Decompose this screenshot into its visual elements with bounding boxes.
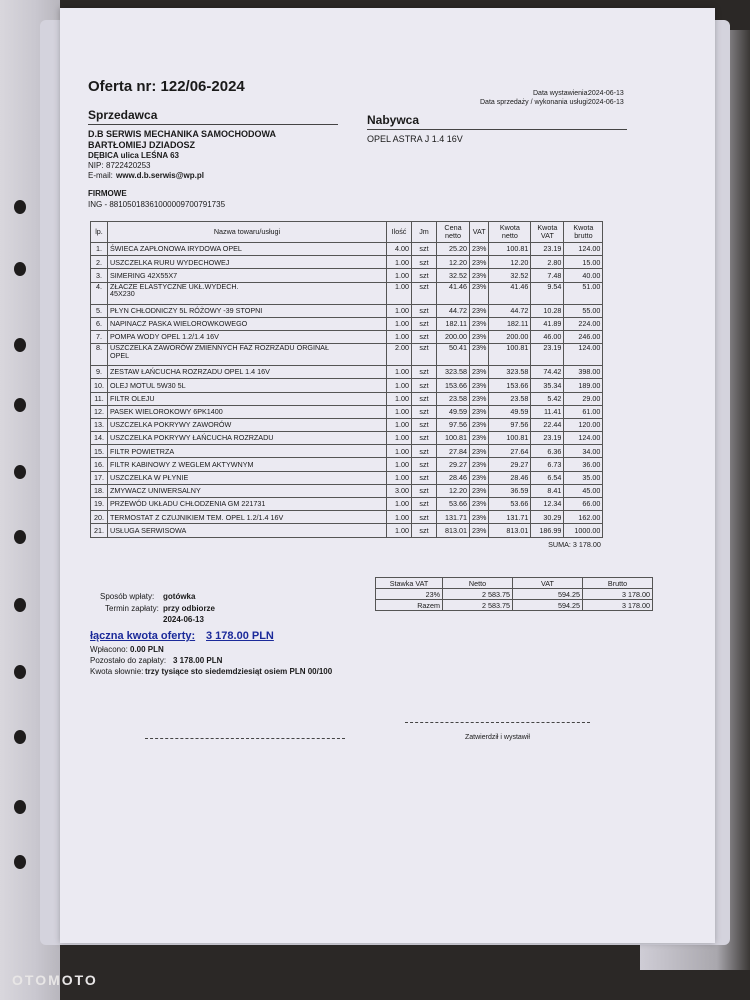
col-unit: Jm xyxy=(412,222,437,243)
row-vat-amount: 9.54 xyxy=(531,282,564,304)
row-lp: 16. xyxy=(91,458,108,471)
vat-col-rate: Stawka VAT xyxy=(376,578,443,589)
row-vat-amount: 6.36 xyxy=(531,445,564,458)
vat-amount: 594.25 xyxy=(513,589,583,600)
row-unit: szt xyxy=(412,458,437,471)
table-row xyxy=(91,458,603,471)
row-gross: 35.00 xyxy=(564,471,603,484)
row-gross: 246.00 xyxy=(564,330,603,343)
row-gross: 45.00 xyxy=(564,484,603,497)
row-lp: 7. xyxy=(91,330,108,343)
vat-gross: 3 178.00 xyxy=(583,589,653,600)
row-name: NAPINACZ PASKA WIELOROWKOWEGO xyxy=(108,317,387,330)
row-vat-rate: 23% xyxy=(470,304,489,317)
seller-owner: BARTŁOMIEJ DZIADOSZ xyxy=(88,140,195,150)
seller-bank-account: ING - 88105018361000009700791735 xyxy=(88,200,226,209)
seller-nip-label: NIP: xyxy=(88,161,104,170)
vat-col-gross: Brutto xyxy=(583,578,653,589)
row-name: ZESTAW ŁAŃCUCHA ROZRZADU OPEL 1.4 16V xyxy=(108,366,387,379)
row-name: TERMOSTAT Z CZUJNIKIEM TEM. OPEL 1.2/1.4 16V xyxy=(108,511,387,524)
row-lp: 14. xyxy=(91,432,108,445)
vat-total-gross: 3 178.00 xyxy=(583,600,653,611)
row-net: 27.64 xyxy=(489,445,531,458)
vat-total-net: 2 583.75 xyxy=(443,600,513,611)
seller-bank-label: FIRMOWE xyxy=(88,189,127,198)
row-qty: 1.00 xyxy=(387,458,412,471)
row-lp: 10. xyxy=(91,379,108,392)
col-vat: VAT xyxy=(470,222,489,243)
table-row xyxy=(91,484,603,497)
row-lp: 11. xyxy=(91,392,108,405)
row-unit: szt xyxy=(412,432,437,445)
row-qty: 1.00 xyxy=(387,330,412,343)
table-row xyxy=(91,418,603,431)
row-price: 200.00 xyxy=(437,330,470,343)
row-qty: 1.00 xyxy=(387,432,412,445)
row-vat-rate: 23% xyxy=(470,524,489,537)
table-row xyxy=(91,445,603,458)
row-gross: 124.00 xyxy=(564,243,603,256)
row-gross: 55.00 xyxy=(564,304,603,317)
row-net: 53.66 xyxy=(489,498,531,511)
vat-col-net: Netto xyxy=(443,578,513,589)
row-gross: 40.00 xyxy=(564,269,603,282)
row-vat-amount: 35.34 xyxy=(531,379,564,392)
row-qty: 1.00 xyxy=(387,445,412,458)
row-name: ŚWIECA ZAPŁONOWA IRYDOWA OPEL xyxy=(108,243,387,256)
row-qty: 1.00 xyxy=(387,317,412,330)
row-vat-rate: 23% xyxy=(470,317,489,330)
table-row xyxy=(91,498,603,511)
table-row xyxy=(91,256,603,269)
row-price: 23.58 xyxy=(437,392,470,405)
table-row xyxy=(91,392,603,405)
row-lp: 2. xyxy=(91,256,108,269)
sale-date-label: Data sprzedaży / wykonania usługi: xyxy=(480,99,590,106)
vat-total-vat: 594.25 xyxy=(513,600,583,611)
payment-term-date: 2024-06-13 xyxy=(163,615,204,624)
row-vat-amount: 186.99 xyxy=(531,524,564,537)
row-lp: 15. xyxy=(91,445,108,458)
row-qty: 1.00 xyxy=(387,511,412,524)
payment-term-label: Termin zapłaty: xyxy=(105,604,159,613)
row-unit: szt xyxy=(412,445,437,458)
vat-summary-row xyxy=(376,589,653,600)
row-vat-amount: 2.80 xyxy=(531,256,564,269)
table-row xyxy=(91,524,603,537)
row-gross: 124.00 xyxy=(564,344,603,366)
payment-method: gotówka xyxy=(163,592,196,601)
row-vat-rate: 23% xyxy=(470,392,489,405)
row-qty: 1.00 xyxy=(387,366,412,379)
table-row xyxy=(91,304,603,317)
items-table xyxy=(90,221,603,551)
row-price: 50.41 xyxy=(437,344,470,366)
row-unit: szt xyxy=(412,405,437,418)
row-net: 131.71 xyxy=(489,511,531,524)
row-unit: szt xyxy=(412,330,437,343)
col-name: Nazwa towaru/usługi xyxy=(108,222,387,243)
row-vat-rate: 23% xyxy=(470,445,489,458)
row-vat-amount: 74.42 xyxy=(531,366,564,379)
row-name: POMPA WODY OPEL 1.2/1.4 16V xyxy=(108,330,387,343)
row-unit: szt xyxy=(412,392,437,405)
row-net: 200.00 xyxy=(489,330,531,343)
row-gross: 34.00 xyxy=(564,445,603,458)
vat-col-vat: VAT xyxy=(513,578,583,589)
total-amount: 3 178.00 PLN xyxy=(206,630,274,642)
row-vat-amount: 41.89 xyxy=(531,317,564,330)
row-gross: 162.00 xyxy=(564,511,603,524)
row-lp: 3. xyxy=(91,269,108,282)
row-qty: 1.00 xyxy=(387,524,412,537)
remaining-label: Pozostało do zapłaty: xyxy=(90,656,167,665)
row-name: PŁYN CHŁODNICZY 5L RÓŻOWY -39 STOPNI xyxy=(108,304,387,317)
row-vat-rate: 23% xyxy=(470,282,489,304)
row-net: 100.81 xyxy=(489,243,531,256)
table-row xyxy=(91,282,603,304)
row-vat-amount: 30.29 xyxy=(531,511,564,524)
row-vat-rate: 23% xyxy=(470,405,489,418)
punch-hole xyxy=(14,665,26,679)
row-vat-rate: 23% xyxy=(470,498,489,511)
row-lp: 19. xyxy=(91,498,108,511)
punch-hole xyxy=(14,855,26,869)
row-net: 41.46 xyxy=(489,282,531,304)
row-net: 32.52 xyxy=(489,269,531,282)
row-qty: 1.00 xyxy=(387,498,412,511)
table-row xyxy=(91,317,603,330)
row-unit: szt xyxy=(412,243,437,256)
row-vat-rate: 23% xyxy=(470,330,489,343)
row-vat-amount: 22.44 xyxy=(531,418,564,431)
row-lp: 12. xyxy=(91,405,108,418)
row-qty: 1.00 xyxy=(387,282,412,304)
table-row xyxy=(91,344,603,366)
row-gross: 224.00 xyxy=(564,317,603,330)
row-unit: szt xyxy=(412,498,437,511)
row-name: ZMYWACZ UNIWERSALNY xyxy=(108,484,387,497)
row-unit: szt xyxy=(412,256,437,269)
row-vat-rate: 23% xyxy=(470,432,489,445)
row-unit: szt xyxy=(412,304,437,317)
row-net: 12.20 xyxy=(489,256,531,269)
seller-name: D.B SERWIS MECHANIKA SAMOCHODOWA xyxy=(88,129,277,139)
seller-email: www.d.b.serwis@wp.pl xyxy=(116,171,204,180)
row-net: 100.81 xyxy=(489,432,531,445)
row-net: 153.66 xyxy=(489,379,531,392)
vat-total-label: Razem xyxy=(376,600,443,611)
punch-hole xyxy=(14,338,26,352)
row-vat-rate: 23% xyxy=(470,269,489,282)
row-name-line1: USZCZELKA ZAWORÓW ZMIENNYCH FAZ ROZRZADU ORGINAŁ xyxy=(110,343,329,353)
row-vat-rate: 23% xyxy=(470,256,489,269)
punch-hole xyxy=(14,730,26,744)
table-row xyxy=(91,243,603,256)
seller-divider xyxy=(88,124,338,125)
row-name: OLEJ MOTUL 5W30 5L xyxy=(108,379,387,392)
row-name-line2: 45X230 xyxy=(110,289,135,299)
vat-summary-header xyxy=(376,578,653,589)
row-unit: szt xyxy=(412,484,437,497)
row-price: 131.71 xyxy=(437,511,470,524)
row-net: 36.59 xyxy=(489,484,531,497)
row-unit: szt xyxy=(412,524,437,537)
row-price: 32.52 xyxy=(437,269,470,282)
row-lp: 13. xyxy=(91,418,108,431)
row-lp: 6. xyxy=(91,317,108,330)
row-name: FILTR POWIETRZA xyxy=(108,445,387,458)
row-price: 27.84 xyxy=(437,445,470,458)
seller-address: DĘBICA ulica LEŚNA 63 xyxy=(88,151,179,160)
vat-summary-total-row xyxy=(376,600,653,611)
row-price: 53.66 xyxy=(437,498,470,511)
row-qty: 4.00 xyxy=(387,243,412,256)
offer-document xyxy=(60,8,715,943)
row-vat-amount: 11.41 xyxy=(531,405,564,418)
row-gross: 29.00 xyxy=(564,392,603,405)
vat-rate: 23% xyxy=(376,589,443,600)
row-vat-rate: 23% xyxy=(470,471,489,484)
row-price: 813.01 xyxy=(437,524,470,537)
col-qty: Ilość xyxy=(387,222,412,243)
table-row xyxy=(91,269,603,282)
row-vat-rate: 23% xyxy=(470,379,489,392)
sum-value: 3 178.00 xyxy=(572,539,601,549)
row-price: 28.46 xyxy=(437,471,470,484)
row-price: 29.27 xyxy=(437,458,470,471)
buyer-heading: Nabywca xyxy=(367,113,420,127)
row-price: 25.20 xyxy=(437,243,470,256)
amount-in-words: trzy tysiące sto siedemdziesiąt osiem PLN 00/100 xyxy=(145,667,333,676)
row-name xyxy=(108,282,387,304)
row-qty: 1.00 xyxy=(387,379,412,392)
row-qty: 2.00 xyxy=(387,344,412,366)
row-gross: 15.00 xyxy=(564,256,603,269)
row-gross: 1000.00 xyxy=(564,524,603,537)
row-net: 23.58 xyxy=(489,392,531,405)
row-qty: 3.00 xyxy=(387,484,412,497)
punch-hole xyxy=(14,465,26,479)
seller-heading: Sprzedawca xyxy=(88,108,158,122)
vat-net: 2 583.75 xyxy=(443,589,513,600)
row-net: 100.81 xyxy=(489,344,531,366)
col-gross: Kwota brutto xyxy=(564,222,603,243)
row-lp: 20. xyxy=(91,511,108,524)
table-row xyxy=(91,471,603,484)
row-vat-amount: 12.34 xyxy=(531,498,564,511)
row-name: FILTR KABINOWY Z WEGLEM AKTYWNYM xyxy=(108,458,387,471)
row-qty: 1.00 xyxy=(387,471,412,484)
row-name-line2: OPEL xyxy=(110,350,130,360)
row-vat-amount: 5.42 xyxy=(531,392,564,405)
row-vat-amount: 6.73 xyxy=(531,458,564,471)
row-net: 28.46 xyxy=(489,471,531,484)
row-lp: 18. xyxy=(91,484,108,497)
row-lp: 1. xyxy=(91,243,108,256)
row-price: 44.72 xyxy=(437,304,470,317)
row-net: 182.11 xyxy=(489,317,531,330)
approved-label: Zatwierdził i wystawił xyxy=(465,734,530,741)
row-gross: 66.00 xyxy=(564,498,603,511)
row-vat-amount: 23.19 xyxy=(531,243,564,256)
row-net: 323.58 xyxy=(489,366,531,379)
row-vat-amount: 7.48 xyxy=(531,269,564,282)
seller-nip: 8722420253 xyxy=(106,161,151,170)
row-vat-amount: 6.54 xyxy=(531,471,564,484)
payment-method-label: Sposób wpłaty: xyxy=(100,592,155,601)
signature-line-left xyxy=(145,738,345,739)
buyer-divider xyxy=(367,129,627,130)
row-vat-amount: 8.41 xyxy=(531,484,564,497)
row-net: 44.72 xyxy=(489,304,531,317)
col-net: Kwota netto xyxy=(489,222,531,243)
row-unit: szt xyxy=(412,511,437,524)
row-gross: 51.00 xyxy=(564,282,603,304)
issue-date-label: Data wystawienia: xyxy=(533,90,590,97)
buyer-name: OPEL ASTRA J 1.4 16V xyxy=(367,134,463,144)
row-lp: 17. xyxy=(91,471,108,484)
row-unit: szt xyxy=(412,418,437,431)
row-vat-rate: 23% xyxy=(470,484,489,497)
row-name: PASEK WIELOROKOWY 6PK1400 xyxy=(108,405,387,418)
sum-label: SUMA: xyxy=(548,539,571,549)
row-gross: 36.00 xyxy=(564,458,603,471)
punch-hole xyxy=(14,598,26,612)
row-name: SIMERING 42X55X7 xyxy=(108,269,387,282)
col-price: Cena netto xyxy=(437,222,470,243)
row-qty: 1.00 xyxy=(387,405,412,418)
row-unit: szt xyxy=(412,366,437,379)
row-price: 323.58 xyxy=(437,366,470,379)
row-price: 49.59 xyxy=(437,405,470,418)
paid-amount: 0.00 PLN xyxy=(130,645,164,654)
table-row xyxy=(91,379,603,392)
row-net: 49.59 xyxy=(489,405,531,418)
signature-line-right xyxy=(405,722,590,723)
row-vat-rate: 23% xyxy=(470,243,489,256)
words-label: Kwota słownie: xyxy=(90,667,144,676)
punch-hole xyxy=(14,530,26,544)
row-lp: 8. xyxy=(91,344,108,366)
table-row xyxy=(91,405,603,418)
row-gross: 124.00 xyxy=(564,432,603,445)
row-vat-rate: 23% xyxy=(470,458,489,471)
row-price: 97.56 xyxy=(437,418,470,431)
vat-summary-table xyxy=(375,577,653,611)
row-unit: szt xyxy=(412,282,437,304)
punch-hole xyxy=(14,200,26,214)
row-lp: 9. xyxy=(91,366,108,379)
row-name: PRZEWÓD UKŁADU CHŁODZENIA GM 221731 xyxy=(108,498,387,511)
sale-date: 2024-06-13 xyxy=(588,99,624,106)
row-gross: 398.00 xyxy=(564,366,603,379)
table-row xyxy=(91,330,603,343)
row-price: 41.46 xyxy=(437,282,470,304)
remaining-amount: 3 178.00 PLN xyxy=(173,656,223,665)
row-qty: 1.00 xyxy=(387,304,412,317)
row-qty: 1.00 xyxy=(387,256,412,269)
row-vat-amount: 23.19 xyxy=(531,432,564,445)
row-vat-amount: 10.28 xyxy=(531,304,564,317)
row-price: 182.11 xyxy=(437,317,470,330)
row-unit: szt xyxy=(412,317,437,330)
row-net: 813.01 xyxy=(489,524,531,537)
row-vat-amount: 23.19 xyxy=(531,344,564,366)
row-unit: szt xyxy=(412,379,437,392)
row-name: USZCZELKA POKRYWY ZAWORÓW xyxy=(108,418,387,431)
row-unit: szt xyxy=(412,269,437,282)
row-name: FILTR OLEJU xyxy=(108,392,387,405)
table-row xyxy=(91,366,603,379)
total-label: łączna kwota oferty: xyxy=(90,630,196,642)
row-qty: 1.00 xyxy=(387,269,412,282)
row-gross: 61.00 xyxy=(564,405,603,418)
row-vat-rate: 23% xyxy=(470,418,489,431)
offer-title: Oferta nr: 122/06-2024 xyxy=(88,78,245,95)
paid-label: Wpłacono: xyxy=(90,645,128,654)
row-vat-rate: 23% xyxy=(470,366,489,379)
row-vat-amount: 46.00 xyxy=(531,330,564,343)
items-header-row xyxy=(91,222,603,243)
row-net: 97.56 xyxy=(489,418,531,431)
row-vat-rate: 23% xyxy=(470,344,489,366)
table-row xyxy=(91,432,603,445)
row-qty: 1.00 xyxy=(387,392,412,405)
row-gross: 189.00 xyxy=(564,379,603,392)
seller-email-label: E-mail: xyxy=(88,171,113,180)
row-name: USZCZELKA RURU WYDECHOWEJ xyxy=(108,256,387,269)
row-unit: szt xyxy=(412,344,437,366)
row-qty: 1.00 xyxy=(387,418,412,431)
payment-term: przy odbiorze xyxy=(163,604,216,613)
row-price: 12.20 xyxy=(437,484,470,497)
row-vat-rate: 23% xyxy=(470,511,489,524)
row-name: USZCZELKA POKRYWY ŁAŃCUCHA ROZRZADU xyxy=(108,432,387,445)
issue-date: 2024-06-13 xyxy=(588,90,624,97)
row-lp: 5. xyxy=(91,304,108,317)
row-lp: 4. xyxy=(91,282,108,304)
col-vat-amount: Kwota VAT xyxy=(531,222,564,243)
row-name: USŁUGA SERWISOWA xyxy=(108,524,387,537)
punch-hole xyxy=(14,262,26,276)
col-lp: lp. xyxy=(91,222,108,243)
row-gross: 120.00 xyxy=(564,418,603,431)
watermark: OTOMOTO xyxy=(12,972,98,988)
row-name xyxy=(108,344,387,366)
punch-hole xyxy=(14,398,26,412)
row-net: 29.27 xyxy=(489,458,531,471)
row-price: 100.81 xyxy=(437,432,470,445)
table-row xyxy=(91,511,603,524)
row-price: 12.20 xyxy=(437,256,470,269)
row-lp: 21. xyxy=(91,524,108,537)
row-name: USZCZELKA W PŁYNIE xyxy=(108,471,387,484)
row-price: 153.66 xyxy=(437,379,470,392)
punch-hole xyxy=(14,800,26,814)
row-name-line1: ZŁACZE ELASTYCZNE UKŁ.WYDECH. xyxy=(110,281,239,291)
row-unit: szt xyxy=(412,471,437,484)
sum-row xyxy=(91,537,603,551)
